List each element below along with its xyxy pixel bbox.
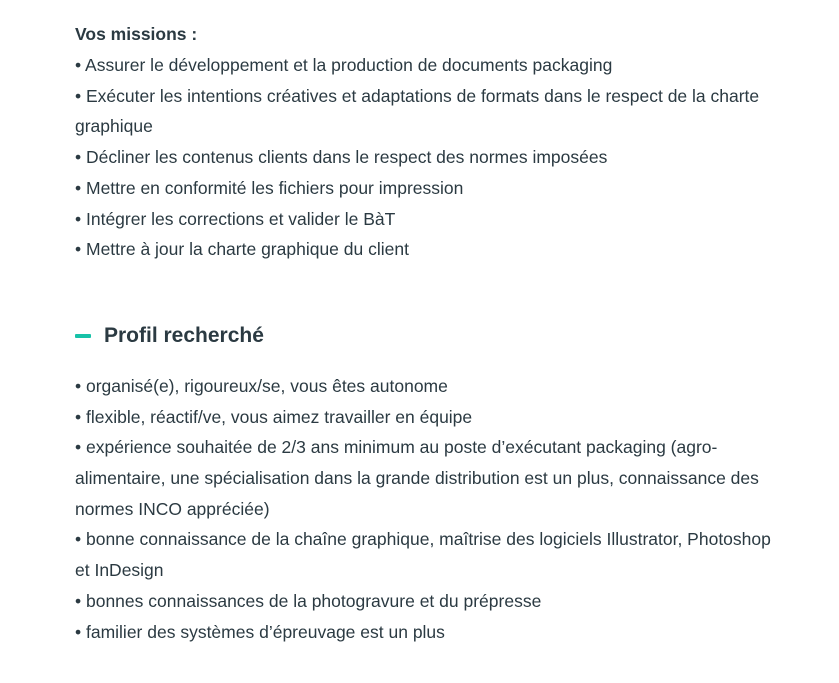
profile-list	[75, 371, 775, 647]
list-item: • Décliner les contenus clients dans le respect des normes imposées	[75, 147, 608, 168]
list-item: • Mettre en conformité les fichiers pour impression	[75, 177, 464, 198]
list-item: • bonne connaissance de la chaîne graphique, maîtrise des logiciels Illustrator, Photoshop et InDesign	[75, 529, 771, 581]
list-item: • Exécuter les intentions créatives et adaptations de formats dans le respect de la charte graphique	[75, 85, 760, 137]
list-item: • expérience souhaitée de 2/3 ans minimum au poste d’exécutant packaging (agro-alimentaire, une spécialisation dans la grande distribution est un plus, connaissance des normes INCO appréciée)	[75, 437, 759, 519]
list-item: • flexible, réactif/ve, vous aimez travailler en équipe	[75, 406, 473, 427]
list-item: • bonnes connaissances de la photogravure et du prépresse	[75, 590, 542, 611]
list-item: • Mettre à jour la charte graphique du client	[75, 239, 409, 260]
list-item: • organisé(e), rigoureux/se, vous êtes autonome	[75, 375, 448, 396]
profile-title: Profil recherché	[104, 323, 264, 347]
profile-heading	[75, 318, 775, 354]
list-item: • Intégrer les corrections et valider le BàT	[75, 208, 396, 229]
missions-heading: Vos missions :	[75, 24, 198, 44]
list-item: • familier des systèmes d’épreuvage est un plus	[75, 621, 445, 642]
list-item: • Assurer le développement et la production de documents packaging	[75, 55, 613, 75]
job-description	[75, 19, 775, 647]
accent-dash-icon	[75, 334, 91, 338]
missions-list	[75, 50, 775, 265]
